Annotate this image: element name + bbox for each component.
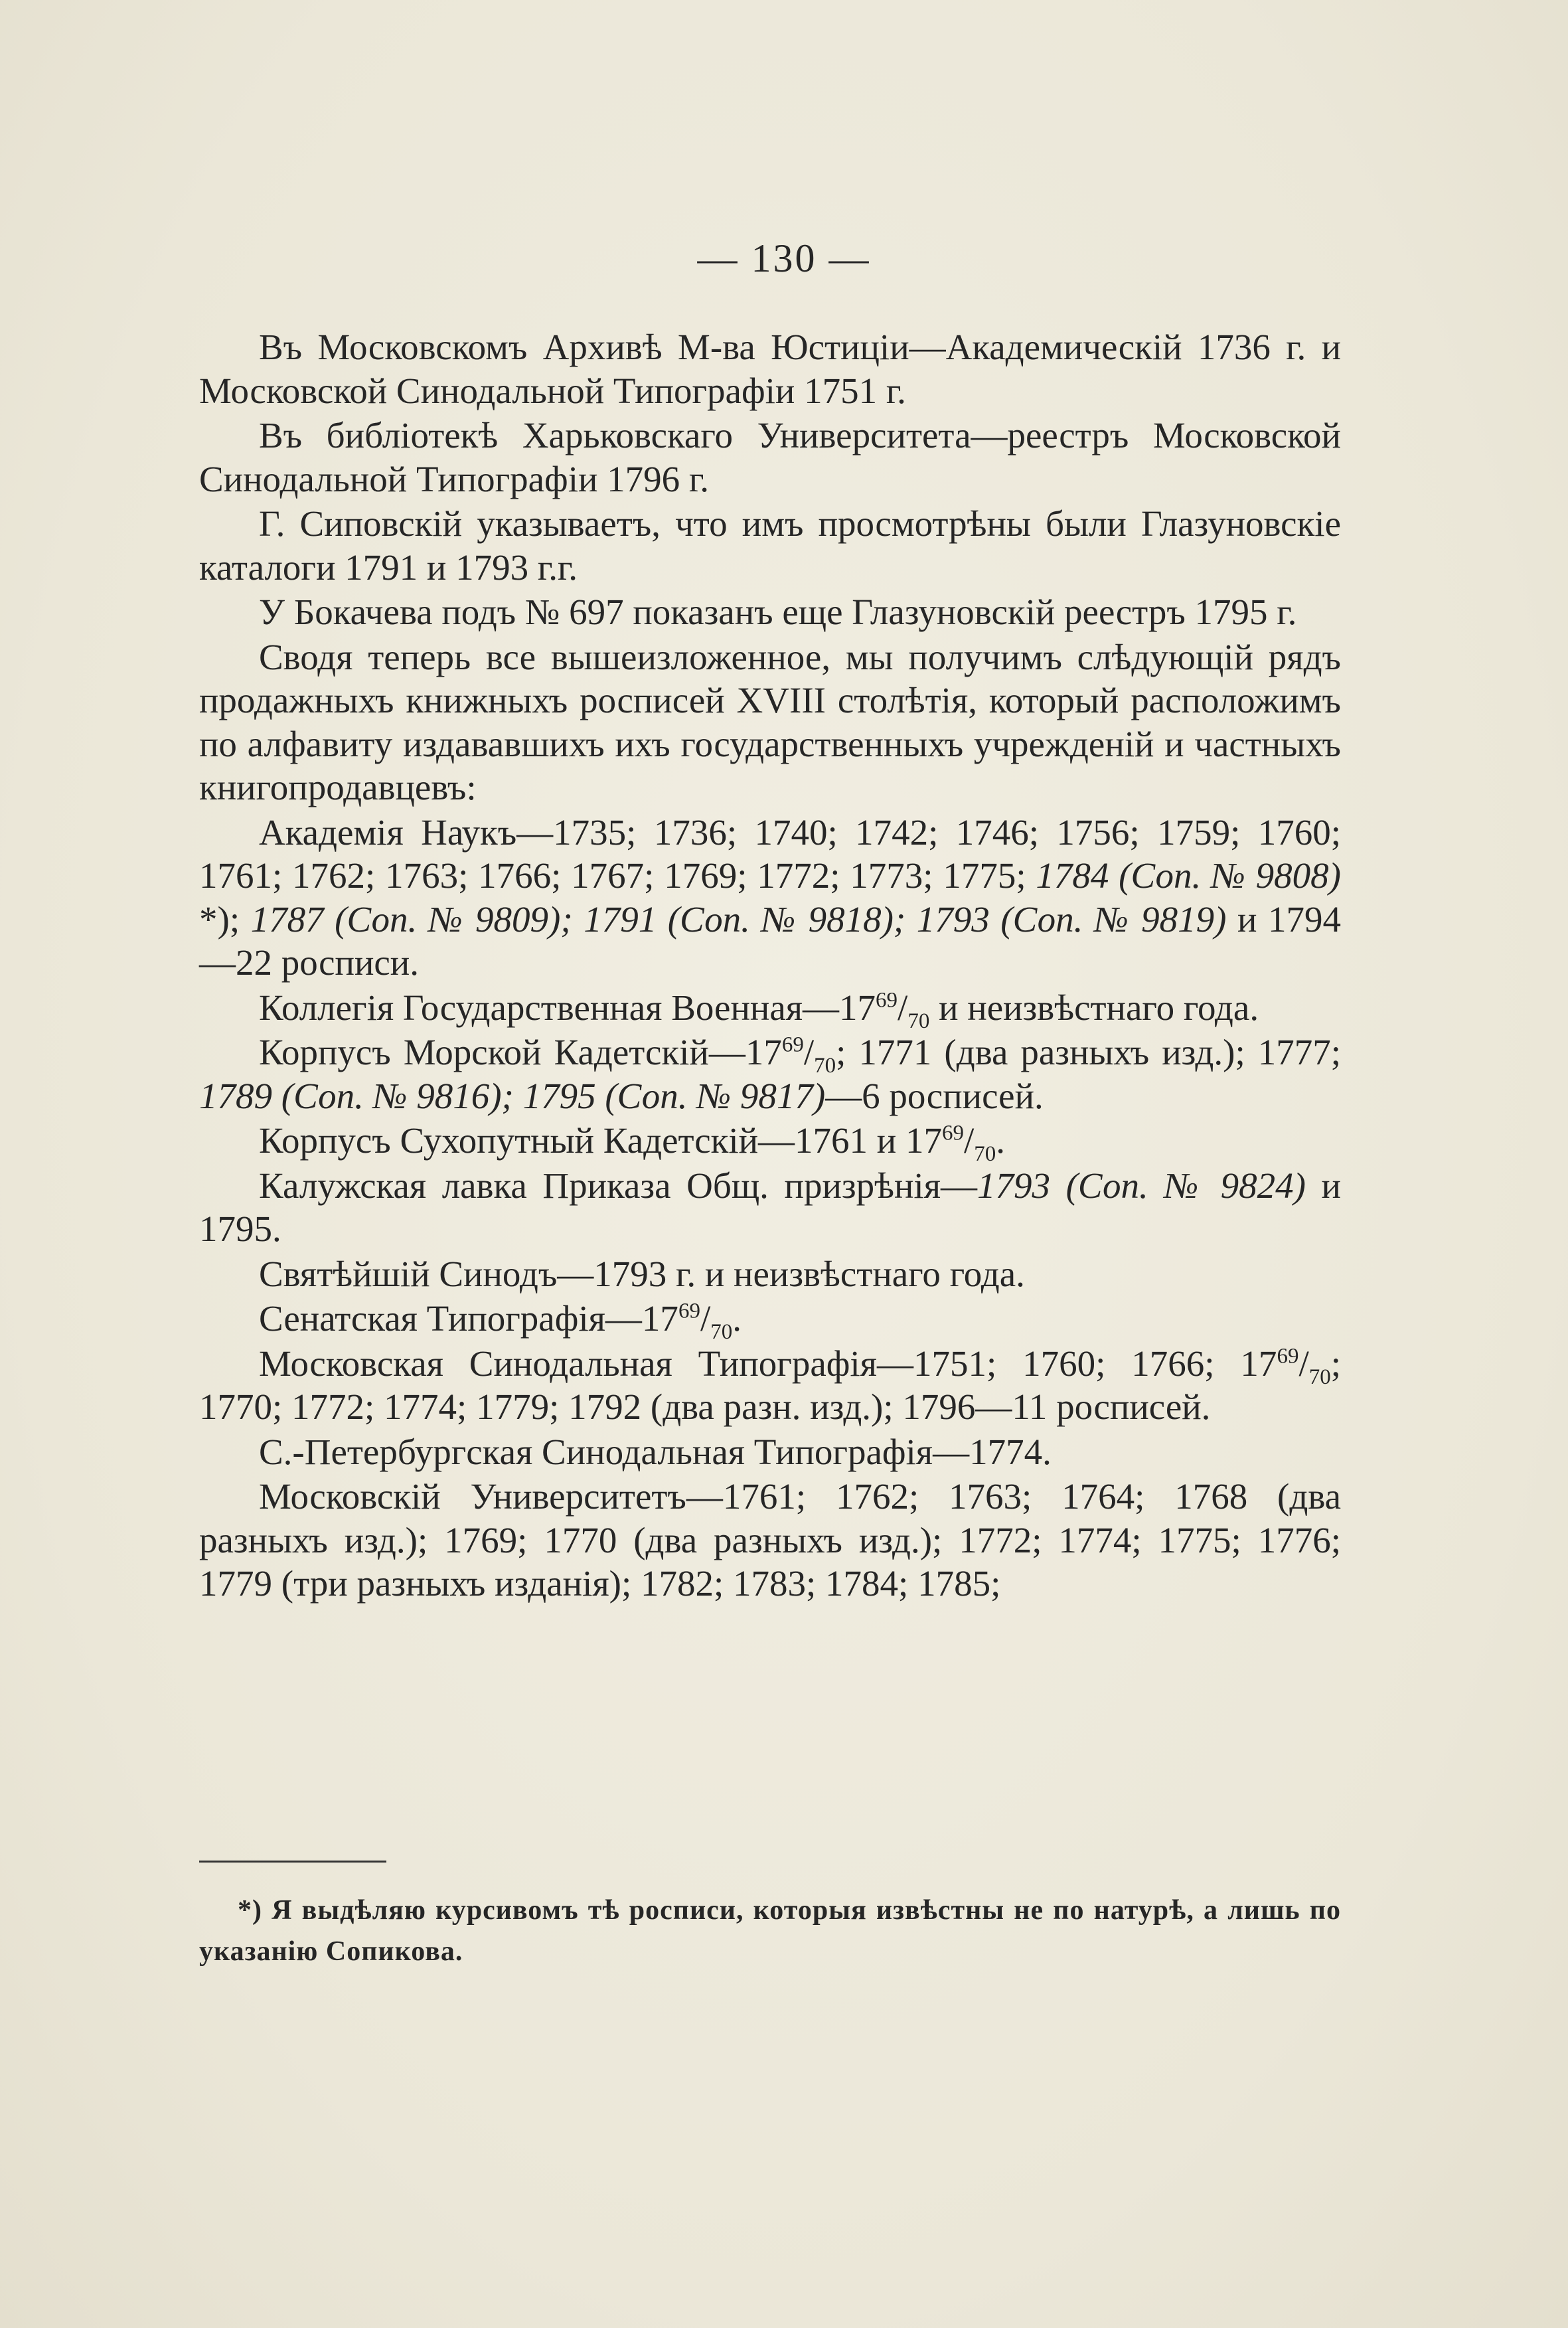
entry-text: и 1795. xyxy=(199,1165,1341,1249)
superscript: 69 xyxy=(678,1299,700,1323)
entry-korpus-morskoy xyxy=(199,1031,1341,1118)
subscript: 70 xyxy=(907,1009,930,1033)
paragraph: Въ библіотекѣ Харьковскаго Университета—реестръ Московской Синодальной Типографіи 1796 г. xyxy=(199,415,1341,499)
paragraph: Г. Сиповскій указываетъ, что имъ просмотрѣны были Глазуновскіе каталоги 1791 и 1793 г.г. xyxy=(199,503,1341,588)
subscript: 70 xyxy=(710,1320,733,1344)
entry-text: и 1794—22 росписи. xyxy=(199,898,1341,983)
paragraph: Въ Московскомъ Архивѣ М-ва Юстиціи—Академическій 1736 г. и Московской Синодальной Типографіи 1751 г. xyxy=(199,327,1341,411)
superscript: 69 xyxy=(781,1033,804,1057)
entry-text: *); xyxy=(199,898,251,940)
entry-text: Коллегія Государственная Военная—17 xyxy=(259,987,876,1028)
italic-citation: 1787 (Соп. № 9809); 1791 (Соп. № 9818); 1793 (Соп. № 9819) xyxy=(250,898,1227,940)
superscript: 69 xyxy=(876,988,898,1013)
entry-text: . xyxy=(732,1298,742,1339)
italic-citation: 1789 (Соп. № 9816); 1795 (Соп. № 9817) xyxy=(199,1075,826,1116)
fraction-slash: / xyxy=(700,1298,711,1339)
entry-text: —6 росписей. xyxy=(825,1075,1044,1116)
fraction-slash: / xyxy=(803,1032,815,1072)
fraction-slash: / xyxy=(964,1120,975,1161)
entry-korpus-sukhoputny xyxy=(199,1119,1341,1166)
entry-moskovskiy-universitet: Московскій Университетъ—1761; 1762; 1763; 1764; 1768 (два разныхъ изд.); 1769; 1770 (два разныхъ изд.); 1772; 1774; 1775; 1776; 1779 (три разныхъ изданія); 1782; 1783; 1784; 1785; xyxy=(199,1476,1341,1604)
entry-sinod: Святѣйшій Синодъ—1793 г. и неизвѣстнаго года. xyxy=(259,1253,1025,1294)
entry-text: Корпусъ Сухопутный Кадетскій—1761 и 17 xyxy=(259,1120,942,1161)
italic-citation: 1793 (Соп. № 9824) xyxy=(977,1165,1306,1206)
entry-text: и неизвѣстнаго года. xyxy=(929,987,1259,1028)
paragraph: У Бокачева подъ № 697 показанъ еще Глазуновскій реестръ 1795 г. xyxy=(259,592,1297,632)
superscript: 69 xyxy=(1277,1344,1299,1369)
entry-kollegia-voennaya xyxy=(199,986,1341,1033)
entry-text: ; 1770; 1772; 1774; 1779; 1792 (два разн. изд.); 1796—11 росписей. xyxy=(199,1343,1341,1427)
subscript: 70 xyxy=(974,1142,996,1166)
superscript: 69 xyxy=(942,1121,964,1145)
footnote-rule xyxy=(199,1861,386,1863)
main-text xyxy=(199,325,1341,1607)
entry-text: ; 1771 (два разныхъ изд.); 1777; xyxy=(836,1032,1341,1072)
entry-spb-sinodalnaya: С.-Петербургская Синодальная Типографія—1774. xyxy=(259,1431,1052,1472)
entry-text: Московская Синодальная Типографія—1751; 1760; 1766; 17 xyxy=(259,1343,1277,1384)
fraction-slash: / xyxy=(898,987,908,1028)
entry-senatskaya xyxy=(199,1297,1341,1344)
italic-citation: 1784 (Соп. № 9808) xyxy=(1036,855,1341,896)
footnote: *) Я выдѣляю курсивомъ тѣ росписи, которыя извѣстны не по натурѣ, а лишь по указанію Сопикова. xyxy=(199,1895,1341,1967)
entry-kaluzhskaya-lavka xyxy=(199,1164,1341,1251)
page-number: — 130 — xyxy=(697,236,871,280)
entry-text: Сенатская Типографія—17 xyxy=(259,1298,678,1339)
fraction-slash: / xyxy=(1298,1343,1309,1384)
entry-moskovskaya-sinodalnaya xyxy=(199,1342,1341,1429)
subscript: 70 xyxy=(1308,1365,1331,1389)
entry-akademia-nauk xyxy=(199,811,1341,985)
entry-text: Академія Наукъ—1735; 1736; 1740; 1742; 1746; 1756; 1759; 1760; 1761; 1762; 1763; 1766; 1767; 1769; 1772; 1773; 1775; xyxy=(199,811,1341,896)
entry-text: Корпусъ Морской Кадетскій—17 xyxy=(259,1032,782,1072)
subscript: 70 xyxy=(814,1054,836,1078)
paragraph: Сводя теперь все вышеизложенное, мы получимъ слѣдующій рядъ продажныхъ книжныхъ росписей XVIII столѣтія, который расположимъ по алфавиту издававшихъ ихъ государственныхъ учрежденій и частныхъ книгопродавцевъ: xyxy=(199,636,1341,807)
entry-text: Калужская лавка Приказа Общ. призрѣнія— xyxy=(259,1165,977,1206)
entry-text: . xyxy=(996,1120,1006,1161)
